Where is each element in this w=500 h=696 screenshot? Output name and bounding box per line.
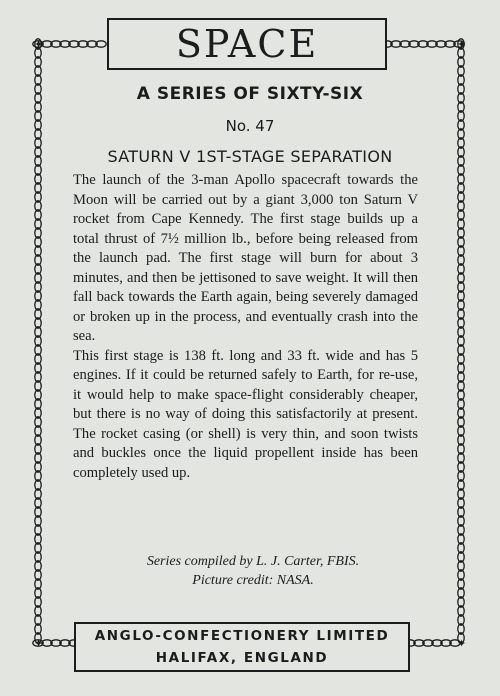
title-box bbox=[107, 18, 387, 70]
card-heading: SATURN V 1ST-STAGE SEPARATION bbox=[107, 147, 393, 166]
publisher-box bbox=[74, 622, 410, 672]
series-subtitle: A SERIES OF SIXTY-SIX bbox=[136, 84, 364, 104]
publisher-location: HALIFAX, ENGLAND bbox=[155, 650, 329, 666]
card-number: No. 47 bbox=[225, 117, 275, 135]
picture-credit: Picture credit: NASA. bbox=[192, 573, 314, 588]
body-paragraph-2: This first stage is 138 ft. long and 33 ft. wide and has 5 engines. If it could be returned safely to Earth, for re-use, it would help to make space-flight considerably cheaper, but there is no way of doing this satisfactorily at present. The rocket casing (or shell) is very thin, and soon twists and buckles once the liquid propellent inside has been completely used up. bbox=[73, 347, 418, 481]
body-paragraph-1: The launch of the 3-man Apollo spacecraft towards the Moon will be carried out by a giant 3,000 ton Saturn V rocket from Cape Kennedy. The first stage builds up a total thrust of 7½ million lb., before being released from the launch pad. The first stage will burn for about 3 minutes, and then be jettisoned to save weight. It will then fall back towards the Earth again, being severely damaged or broken up in the process, and eventually crash into the sea. bbox=[73, 172, 418, 344]
compiled-by-credit: Series compiled by L. J. Carter, FBIS. bbox=[146, 554, 360, 569]
publisher-name: ANGLO-CONFECTIONERY LIMITED bbox=[94, 628, 390, 644]
corner-ornament-icon: ✦ bbox=[34, 38, 44, 51]
credits bbox=[0, 552, 500, 590]
card-title: SPACE bbox=[175, 22, 319, 66]
corner-ornament-icon: ✦ bbox=[457, 637, 467, 650]
corner-ornament-icon: ✦ bbox=[34, 637, 44, 650]
corner-ornament-icon: ✦ bbox=[457, 38, 467, 51]
card-body bbox=[73, 171, 418, 483]
